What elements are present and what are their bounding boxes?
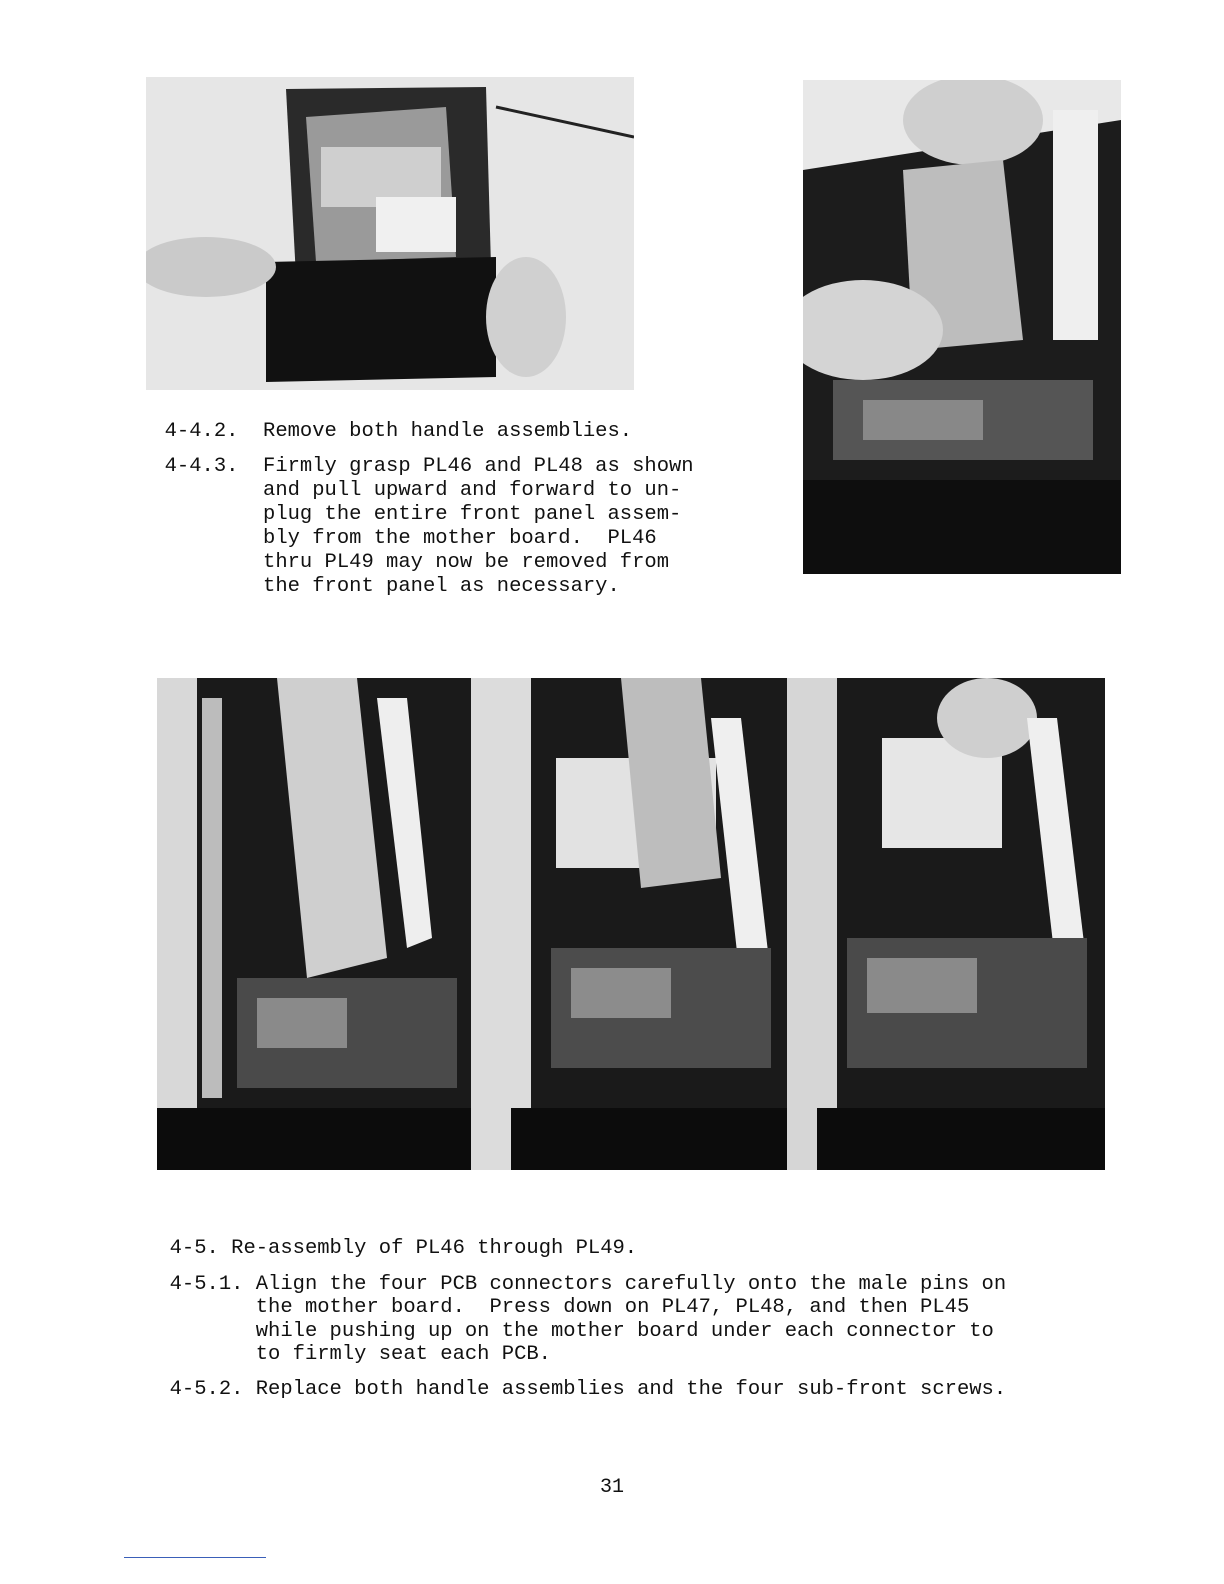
photo-reassembly-2 [471,678,787,1170]
step-line: plug the entire front panel assem- [263,503,682,526]
step-text [256,1273,1006,1367]
photo-handle-removal [146,77,634,390]
step-4-4-3 [140,431,694,599]
step-text: Re-assembly of PL46 through PL49. [231,1237,638,1260]
step-line: while pushing up on the mother board under each connector to [255,1319,994,1343]
step-line: to firmly seat each PCB. [255,1343,551,1366]
step-line: the mother board. Press down on PL47, PL48, and then PL45 [255,1296,970,1319]
step-line: Align the four PCB connectors carefully onto the male pins on [255,1272,1007,1296]
step-text [263,455,694,599]
step-number: 4-4.2. [164,420,239,443]
step-line: thru PL49 may now be removed from [263,551,669,574]
step-line: bly from the mother board. PL46 [263,527,657,550]
step-text: Remove both handle assemblies. [263,420,633,443]
step-line: the front panel as necessary. [263,575,620,598]
step-line: Firmly grasp PL46 and PL48 as shown [263,455,694,478]
photo-grasp-connectors [803,80,1121,574]
step-number: 4-4.3. [164,455,239,478]
step-4-5-2 [145,1354,1006,1402]
photo-reassembly-3 [787,678,1105,1170]
photo-reassembly-1 [157,678,471,1170]
step-number: 4-5.2. [169,1378,244,1401]
step-line: and pull upward and forward to un- [263,479,682,502]
step-4-5-1 [145,1249,1006,1367]
footnote-rule [124,1557,266,1558]
step-number: 4-5.1. [169,1272,244,1296]
page-number: 31 [599,1476,624,1499]
step-number: 4-5. [169,1237,219,1260]
step-text: Replace both handle assemblies and the four sub-front screws. [255,1378,1007,1401]
